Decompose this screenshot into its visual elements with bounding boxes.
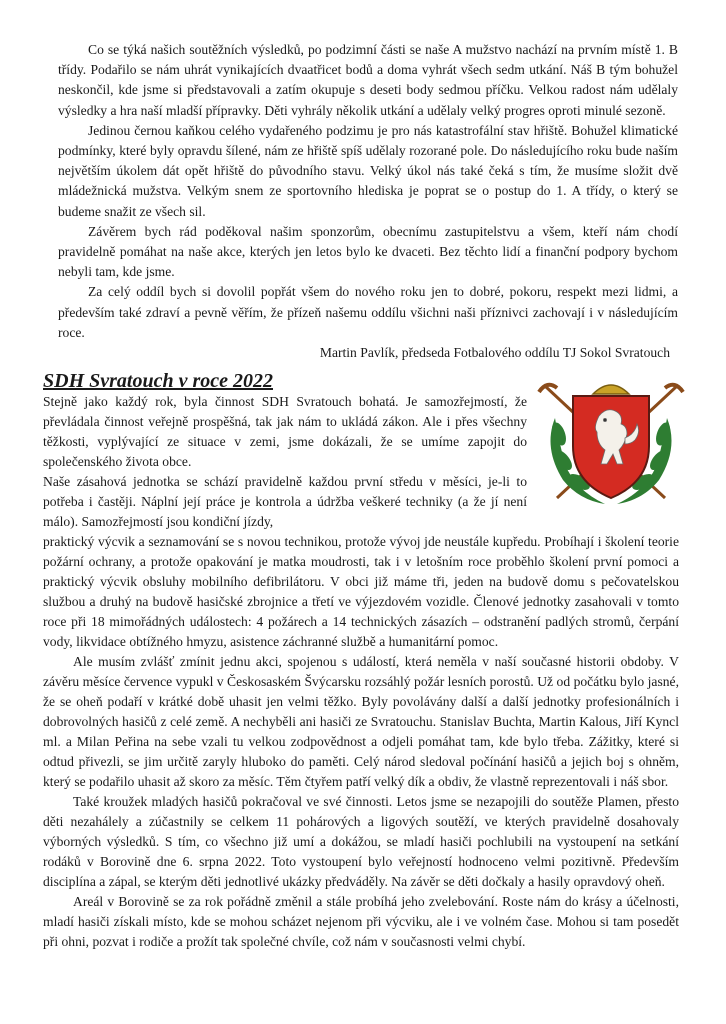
paragraph: Stejně jako každý rok, byla činnost SDH Svratouch bohatá. Je samozřejmostí, že převládala činnost veřejně prospěšná, tak jak nám to ukládá zákon. Ale i přes všechny těžkosti, vyplývající ze situace v zemi, jsme dokázali, že se umíme zapojit do společenského života obce. <box>43 394 527 469</box>
firefighter-emblem <box>533 378 689 510</box>
article-heading: SDH Svratouch v roce 2022 <box>43 370 273 392</box>
paragraph: Co se týká našich soutěžních výsledků, po podzimní části se naše A mužstvo nachází na prvním místě 1. B třídy. Podařilo se nám uhrát vynikajících dvaatřicet bodů a doma vyhrát všech sedm utkání. Náš B tým bohužel neskončil, kde jsme si představovali a zatím okupuje s deseti body sedmou příčku. Velkou radost nám udělaly výsledky a hra naší mladší přípravky. Děti vyhrály několik utkání a udělaly velký progres oproti minulé sezoně. <box>58 42 678 118</box>
paragraph: Za celý oddíl bych si dovolil popřát všem do nového roku jen to dobré, pokoru, respekt mezi lidmi, a především také zdraví a pevně věřím, že přízeň našemu oddílu všichni naši příznivci zachovají i v následujícím roce. <box>58 284 678 340</box>
sdh-report-body <box>43 532 679 952</box>
paragraph: Areál v Borovině se za rok pořádně změnil a stále probíhá jeho zvelebování. Roste nám do krásy a účelnosti, mladí hasiči získali místo, kde se mohou scházet nejenom při výcviku, ale i ve volném čase. Mohou si tam posedět při ohni, pozvat i rodiče a prožít tak společné chvíle, což nám v současnosti velmi chybí. <box>43 894 679 949</box>
paragraph: Naše zásahová jednotka se schází pravidelně každou první středu v měsíci, je-li to potřeba i častěji. Náplní její práce je kontrola a údržba veškeré techniky (a že jí není málo). Samozřejmostí jsou kondiční jízdy, <box>43 474 527 529</box>
football-report <box>58 40 678 363</box>
sdh-report-intro <box>43 392 527 532</box>
signature: Martin Pavlík, předseda Fotbalového oddílu TJ Sokol Svratouch <box>319 345 670 361</box>
paragraph: Závěrem bych rád poděkoval našim sponzorům, obecnímu zastupitelstvu a všem, kteří nám chodí pravidelně pomáhat na naše akce, kterých jen letos bylo ke dvaceti. Bez těchto lidí a finanční podpory bychom nebyli tam, kde jsme. <box>58 223 678 280</box>
helmet-icon <box>593 385 629 394</box>
paragraph: Ale musím zvlášť zmínit jednu akci, spojenou s událostí, která neměla v naší současné historii obdoby. V závěru měsíce července vypukl v Českosaském Švýcarsku rozsáhlý požár lesních porostů. Už od počátku bylo jasné, že se oheň podaří v krátké době uhasit jen velmi těžko. Byly povolávány další a další jednotky profesionálních i dobrovolných hasičů z celé země. A nechyběli ani hasiči ze Svratouchu. Stanislav Buchta, Martin Kalous, Jiří Kyncl ml. a Milan Peřina na sebe vzali tu velkou zodpovědnost a odjeli pomáhat tam, kde bylo třeba. Zážitky, které si odtud přivezli, se jim určitě zaryly hluboko do paměti. Celý národ sledoval počínání hasičů a jejich boj s ohněm, který se podařilo uhasit až skoro za měsíc. Těm čtyřem patří velký dík a obdiv, že vlastně reprezentovali i náš sbor. <box>43 654 679 789</box>
paragraph: Jedinou černou kaňkou celého vydařeného podzimu je pro nás katastrofální stav hřiště. Bohužel klimatické podmínky, které byly opravdu šílené, nám ze hřiště spíš udělaly rozorané pole. Do následujícího roku bude naším největším úkolem dát opět hřiště do původního stavu. Velký úkol nás také čeká s tím, že musíme složit dvě mládežnická mužstva. Velkým snem ze sportovního hlediska je poprat se o postup do 1. A třídy, o který se budeme snažit ze všech sil. <box>58 122 678 219</box>
paragraph: Také kroužek mladých hasičů pokračoval ve své činnosti. Letos jsme se nezapojili do soutěže Plamen, přesto děti nezahálely a zúčastnily se celkem 11 pohárových a ligových soutěží, ve kterých pravidelně dosahovaly výborných výsledků. S tím, co všechno již umí a dokážou, se mladí hasiči pochlubili na vystoupení na setkání rodáků v Borovině dne 6. srpna 2022. Toto vystoupení bylo veřejností hodnoceno velmi pozitivně. Především disciplína a zápal, se kterým děti jednotlivé ukázky předváděly. Na závěr se děti dočkaly a hasily opravdový oheň. <box>43 794 679 889</box>
paragraph: praktický výcvik a seznamování se s novou technikou, protože vývoj jde neustále kupředu. Probíhají i školení teorie požární ochrany, a protože opakování je matka moudrosti, tak i v letošním roce proběhlo školení první pomoci a praktický výcvik obsluhy mobilního defibrilátoru. V obci již máme tři, jeden na budově domu s pečovatelskou službou a druhý na budově hasičské zbrojnice a třetí ve výjezdovém vozidle. Členové jednotky zasahovali v tomto roce při 18 mimořádných událostech: 4 požárech a 14 technických zásazích – odstranění padlých stromů, čerpání vody, likvidace obtížného hmyzu, asistence záchranné službě a humanitární pomoc. <box>43 534 679 649</box>
